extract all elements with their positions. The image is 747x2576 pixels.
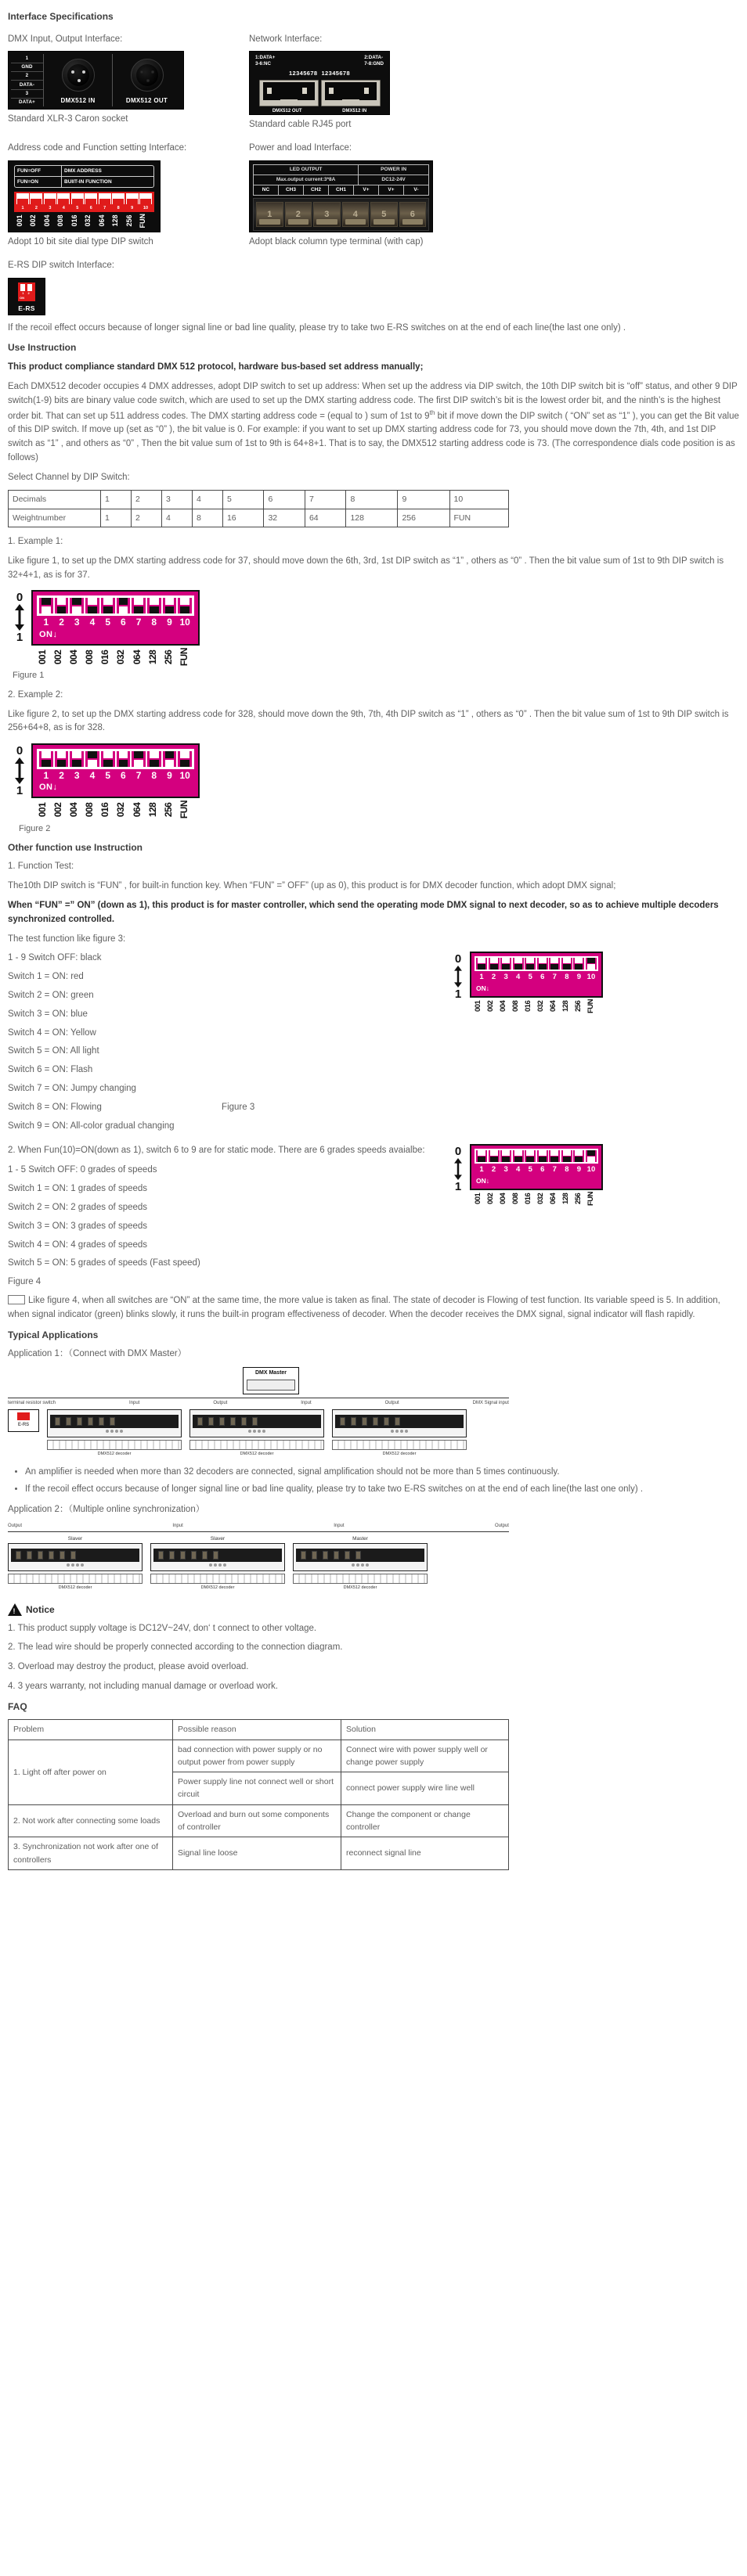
figure3-switch-4[interactable] [513, 958, 524, 970]
rj45-pin-numbers: 12345678 12345678 [288, 69, 351, 77]
output-label-b: Output [494, 1524, 509, 1529]
fun-on-key: FUN=ON [15, 177, 62, 187]
example2-title: 2. Example 2: [8, 689, 63, 700]
figure2-dip-switch[interactable] [31, 743, 200, 798]
notice-item-3: 4. 3 years warranty, not including manual damage or overload work. [8, 1682, 278, 1692]
section-title-applications: Typical Applications [8, 1329, 99, 1340]
speed-item-0: 1 - 5 Switch OFF: 0 grades of speeds [8, 1165, 157, 1175]
figure4-switch-8[interactable] [561, 1150, 572, 1162]
figure1-switch-5[interactable] [101, 598, 115, 613]
function-test-body-b: When “FUN” =” ON” (down as 1), this product is for master controller, which send the operating mode DMX signal to next decoder, so as to achieve multiple decoders synchronized controlled. [8, 900, 719, 924]
figure2-caption: Figure 2 [19, 823, 51, 833]
master-unit [293, 1535, 428, 1592]
power-column [249, 139, 562, 256]
figure1-switch-4[interactable] [85, 598, 99, 613]
faq-problem-3: 3. Synchronization not work after one of controllers [9, 1837, 173, 1870]
dmx-master-screen [247, 1380, 295, 1391]
application1-notes [8, 1466, 739, 1498]
figure3-switch-2[interactable] [489, 958, 500, 970]
warning-triangle-icon [8, 1603, 22, 1616]
figure3-switch-9[interactable] [573, 958, 584, 970]
up-down-arrow-icon [453, 966, 464, 988]
figure3-switch-1[interactable] [476, 958, 487, 970]
figure4-label-zero: 0 [454, 1145, 462, 1159]
decoder-leds-1 [50, 1430, 179, 1433]
dmx-io-label: DMX Input, Output Interface: [8, 34, 123, 44]
figure1-caption: Figure 1 [13, 670, 45, 680]
decoder-leds-2 [193, 1430, 321, 1433]
other-function-closing: Like figure 4, when all switches are “ON” at the same time, the more value is taken as final. The state of decoder is Flowing of test function. Its variable speed is 5. In addition, when signal indicator (green) blinks slowly, it runs the built-in program effectiveness of decoder. When the decoder receives the DMX signal, signal indicator will flash rapidly. [8, 1295, 720, 1319]
interface-row-address-power [8, 139, 739, 256]
rj45-photo [249, 51, 390, 115]
network-label: Network Interface: [249, 34, 323, 44]
recoil-note: If the recoil effect occurs because of longer signal line or bad line quality, please try to take two E-RS switches on at the end of each line(the last one only) . [8, 322, 626, 333]
address-column [8, 139, 243, 256]
slave-led-strip-2 [150, 1574, 285, 1584]
row-header-decimals: Decimals [9, 491, 101, 509]
application2-units [8, 1535, 509, 1592]
application1-note-0: • An amplifier is needed when more than 32 decoders are connected, signal amplification should not be more than 5 times continuously. [25, 1466, 739, 1480]
figure2-on-label: ON↓ [39, 783, 58, 793]
table-row [9, 1837, 509, 1870]
decoder-unit-2 [189, 1409, 324, 1458]
figure2-weights: 001 002 004 008 016 032 064 128 256 FUN [37, 801, 189, 819]
led-strip-1 [47, 1440, 182, 1450]
figure1-switch-9[interactable] [163, 598, 177, 613]
rj45-jack-out [259, 80, 319, 106]
decoder-label-1: DMX512 decoder [97, 1452, 132, 1457]
speed-item-5: Switch 5 = ON: 5 grades of speeds (Fast speed) [8, 1258, 200, 1268]
decoder-label-3: DMX512 decoder [382, 1452, 417, 1457]
xlr-caption: Standard XLR-3 Caron socket [8, 114, 128, 124]
decoder-terminal-bar-2 [193, 1415, 321, 1428]
figure1-dip-switch[interactable] [31, 590, 200, 645]
faq-header-solution: Solution [341, 1720, 509, 1740]
faq-reason-3: Signal line loose [173, 1837, 341, 1870]
slave-label-1: Slaver [67, 1536, 83, 1542]
figure3-switch-row[interactable] [475, 956, 598, 971]
figure2-switch-9[interactable] [163, 751, 177, 767]
up-down-arrow-icon [13, 757, 26, 784]
figure4-switch-numbers: 1 2 3 4 5 6 7 8 9 10 [479, 1165, 596, 1175]
xlr-male-ring [62, 59, 95, 92]
slave-unit-label-1: DMX512 decoder [58, 1585, 92, 1591]
figure4-label-one: 1 [454, 1180, 462, 1194]
figure4-switch-3[interactable] [500, 1150, 511, 1162]
faq-header-problem: Problem [9, 1720, 173, 1740]
xlr-pin-data-minus: DATA- [11, 81, 43, 89]
figure3 [446, 952, 603, 1013]
faq-problem-1: 1. Light off after power on [9, 1740, 173, 1804]
figure3-label-one: 1 [454, 988, 462, 1002]
speed-item-3: Switch 3 = ON: 3 grades of speeds [8, 1221, 148, 1231]
slave-terminal-bar-2 [153, 1549, 282, 1562]
figure4-switch-5[interactable] [525, 1150, 536, 1162]
figure1-switch-10[interactable] [178, 598, 192, 613]
rj45-pin-2: 2:DATA- [364, 55, 384, 61]
voltage-label: DC12-24V [381, 177, 406, 183]
section-title-faq: FAQ [8, 1700, 27, 1712]
address-setup-paragraph [8, 380, 739, 466]
figure2-switch-2[interactable] [55, 751, 69, 767]
test-item-1: Switch 1 = ON: red [8, 972, 84, 982]
figure1-label-zero: 0 [16, 591, 23, 605]
speed-item-2: Switch 2 = ON: 2 grades of speeds [8, 1202, 148, 1212]
figure4-switch-10[interactable] [586, 1150, 597, 1162]
faq-reason-1b: Power supply line not connect well or short circuit [173, 1772, 341, 1805]
xlr-pin-legend [11, 54, 44, 106]
rj45-jacks [252, 80, 387, 106]
led-strip-3 [332, 1440, 467, 1450]
slave-leds-1 [11, 1563, 139, 1567]
function-test-title: 1. Function Test: [8, 862, 74, 872]
section-title-interface-specs: Interface Specifications [8, 11, 114, 22]
decoder-unit-3 [332, 1409, 467, 1458]
dmx512-in-label: DMX512 IN [60, 97, 96, 105]
master-led-strip [293, 1574, 428, 1584]
ers-device-label: E-RS [17, 1423, 30, 1428]
figure3-switch-8[interactable] [561, 958, 572, 970]
led-output-header: LED OUTPUT [254, 165, 359, 174]
address-weight-labels: 001 002 004 008 016 032 064 128 256 FUN [16, 214, 147, 228]
example2-body: Like figure 2, to set up the DMX starting address code for 328, should move down the 9th, 7th, 4th DIP switch as “1” , others as “0” . Then the bit value sum of 1st to 9th DIP switch is 256+64+8, as is for 328. [8, 709, 729, 733]
rj45-foot-labels [252, 108, 387, 115]
para-part-d: bit if move down the DIP switch ( “ON” set as “1” ), you can get the Bit value of this DIP switch. If move up (set as “0” ), the bit value is 0. For example: if you want to set up DMX starting address code for 73, you should move down the 7th, 4th, and 1st DIP switch as “1” , and others as “0” , Then the bit value sum of 1st to 9th is 64+8+1. That is to say, the DMX512 starting address code is 73. (The correspondence dials code position is as follows) [8, 411, 739, 462]
dip-caption: Adopt 10 bit site dial type DIP switch [8, 237, 153, 247]
select-channel-title: Select Channel by DIP Switch: [8, 472, 130, 482]
power-label: Power and load Interface: [249, 143, 352, 153]
rj45-pin-1: 1:DATA+ [255, 55, 276, 61]
application2-diagram [8, 1523, 509, 1592]
figure3-intro: The test function like figure 3: [8, 934, 126, 944]
faq-problem-2: 2. Not work after connecting some loads [9, 1804, 173, 1837]
ers-name-label: E-RS [18, 304, 35, 312]
application2-port-labels [8, 1523, 509, 1530]
application1-port-labels [8, 1400, 509, 1407]
rj45-out-label: DMX512 OUT [272, 108, 302, 113]
figure3-dip-switch[interactable] [470, 952, 603, 998]
faq-header-reason: Possible reason [173, 1720, 341, 1740]
address-label: Address code and Function setting Interface: [8, 143, 187, 153]
led-strip-2 [189, 1440, 324, 1450]
test-item-8 [8, 1101, 739, 1115]
section-title-other-function: Other function use Instruction [8, 841, 143, 853]
notice-item-0: 1. This product supply voltage is DC12V~24V, don‘ t connect to other voltage. [8, 1623, 317, 1633]
faq-header-row [9, 1720, 509, 1740]
output-label-2: Output [384, 1400, 399, 1405]
power-terminal-photo [249, 160, 433, 232]
test-function-list [8, 952, 739, 1133]
figure4-on-label: ON↓ [476, 1177, 489, 1185]
faq-reason-2: Overload and burn out some components of controller [173, 1804, 341, 1837]
application1-note-1: • If the recoil effect occurs because of longer signal line or bad line quality, please try to take two E-RS switches on at the end of each line(the last one only) . [25, 1483, 739, 1497]
decoder-leds-3 [335, 1430, 464, 1433]
rj45-pin-78: 7-8:GND [364, 61, 384, 67]
ers-terminal-device [8, 1409, 39, 1432]
screw-terminal-block: 1 2 3 4 5 6 [253, 198, 429, 231]
rj45-jack-in [321, 80, 381, 106]
application1-title: Application 1：（Connect with DMX Master） [8, 1349, 187, 1359]
decoder-terminal-bar-1 [50, 1415, 179, 1428]
slave-unit-2 [150, 1535, 285, 1592]
figure1-weights: 001 002 004 008 016 032 064 128 256 FUN [37, 647, 189, 666]
figure3-label-zero: 0 [454, 952, 462, 966]
figure4-switch-6[interactable] [537, 1150, 548, 1162]
notice-item-1: 2. The lead wire should be properly connected according to the connection diagram. [8, 1642, 343, 1653]
test-item-3: Switch 3 = ON: blue [8, 1009, 88, 1019]
figure3-switch-10[interactable] [586, 958, 597, 970]
figure2-switch-7[interactable] [132, 751, 146, 767]
para-part-c: status, and other 9 DIP switch(1-9) bits are binary value code switch, which are used to set up the DMX starting address code. The first DIP switch’s bit is the lowest order bit, and the ninth’s is the highest order bit. That can set up 511 address codes. The DMX starting address code = (equal to ) sum of 1st to 9 [8, 381, 738, 421]
figure1-switch-3[interactable] [70, 598, 84, 613]
figure4-caption: Figure 4 [8, 1277, 42, 1287]
figure3-switch-3[interactable] [500, 958, 511, 970]
test-item-5: Switch 5 = ON: All light [8, 1046, 99, 1056]
section-title-use-instruction: Use Instruction [8, 342, 77, 354]
para-part-a: Each DMX512 decoder occupies 4 DMX addresses, adopt DIP switch to set up address: When set up the address via DIP switch, the 10th DIP switch bit is [8, 381, 625, 391]
dmx512-out-label: DMX512 OUT [125, 97, 168, 105]
xlr-pin-1: 1 [11, 54, 43, 63]
speed-item-1: Switch 1 = ON: 1 grades of speeds [8, 1184, 148, 1194]
row-header-weightnumber: Weightnumber [9, 509, 101, 527]
test-item-0: 1 - 9 Switch OFF: black [8, 953, 102, 963]
figure3-switch-numbers: 1 2 3 4 5 6 7 8 9 10 [479, 973, 596, 982]
xlr-pin-2: 2 [11, 72, 43, 81]
faq-solution-2: Change the component or change controller [341, 1804, 509, 1837]
ers-label: E-RS DIP switch Interface: [8, 260, 114, 270]
figure3-switch-5[interactable] [525, 958, 536, 970]
address-dip-photo [8, 160, 161, 232]
figure2-switch-1[interactable] [39, 751, 53, 767]
figure2-switch-10[interactable] [178, 751, 192, 767]
table-row-decimals: Decimals 1 2 3 4 5 6 7 8 9 10 [9, 491, 509, 509]
compliance-statement: This product compliance standard DMX 512 protocol, hardware bus-based set address manually; [8, 362, 424, 372]
figure2-label-one: 1 [16, 784, 23, 798]
up-down-arrow-icon [13, 604, 26, 631]
slave-led-strip-1 [8, 1574, 143, 1584]
dmx-io-column [8, 30, 243, 134]
figure1-switch-8[interactable] [147, 598, 161, 613]
application1-units [8, 1409, 509, 1458]
interface-row-connectors [8, 30, 739, 139]
slave-terminal-bar-1 [11, 1549, 139, 1562]
power-in-header: POWER IN [381, 167, 407, 173]
output-label-a: Output [8, 1524, 23, 1529]
dmx-master-block [243, 1367, 509, 1394]
table-row [9, 1740, 509, 1772]
figure2-switch-numbers: 1 2 3 4 5 6 7 8 9 10 [43, 770, 190, 782]
notice-header [8, 1603, 739, 1617]
input-label-1: Input [128, 1400, 140, 1405]
figure2-switch-8[interactable] [147, 751, 161, 767]
figure2-direction-legend [8, 743, 31, 797]
dmx-master-device [243, 1367, 299, 1394]
faq-solution-1b: connect power supply wire line well [341, 1772, 509, 1805]
application2-title: Application 2：（Multiple online synchronization） [8, 1505, 205, 1515]
terminal-resistor-label: terminal resistor switch [8, 1400, 56, 1405]
figure4-switch-4[interactable] [513, 1150, 524, 1162]
figure2-switch-6[interactable] [117, 751, 131, 767]
fun-off-value: DMX ADDRESS [64, 167, 102, 174]
para-part-off: “off” [626, 381, 643, 391]
figure2-switch-3[interactable] [70, 751, 84, 767]
figure1-switch-6[interactable] [117, 598, 131, 613]
para-superscript: th [429, 408, 435, 416]
slave-unit-label-2: DMX512 decoder [200, 1585, 235, 1591]
speed-intro: 2. When Fun(10)=ON(down as 1), switch 6 to 9 are for static mode. There are 6 grades speeds avaialbe: [8, 1146, 425, 1156]
figure4-switch-9[interactable] [573, 1150, 584, 1162]
dmx-signal-input-label: DMX Signal input [472, 1400, 509, 1405]
xlr-male-connector [44, 54, 113, 106]
faq-reason-1a: bad connection with power supply or no output power from power supply [173, 1740, 341, 1772]
input-label-b: Input [334, 1524, 345, 1529]
note-icon [8, 1295, 25, 1304]
figure1-switch-row[interactable] [37, 595, 194, 616]
xlr-female-ring [131, 59, 164, 92]
faq-table [8, 1719, 509, 1869]
figure2 [8, 743, 739, 818]
notice-title: Notice [26, 1603, 55, 1615]
fun-on-value: BUIIT-IN FUNCTION [64, 178, 112, 185]
fun-off-key: FUN=OFF [15, 166, 62, 176]
test-item-8-text: Switch 8 = ON: Flowing [8, 1102, 102, 1112]
up-down-arrow-icon [453, 1158, 464, 1180]
example1-body: Like figure 1, to set up the DMX starting address code for 37, should move down the 6th, 3rd, 1st DIP switch as “1” , others as “0” . Then the bit value sum of 1st to 9th DIP switch is 32+4+1, as is for 37. [8, 556, 724, 580]
input-label-2: Input [301, 1400, 312, 1405]
test-item-2: Switch 2 = ON: green [8, 990, 94, 1000]
rj45-pinout-header [252, 54, 387, 68]
fun-mode-table [14, 165, 154, 188]
rj45-caption: Standard cable RJ45 port [249, 120, 352, 130]
figure1-on-label: ON↓ [39, 629, 58, 639]
table-row [9, 1804, 509, 1837]
max-current-label: Max.output current:3*8A [254, 175, 359, 185]
table-row-weights: Weightnumber 1 2 4 8 16 32 64 128 256 FUN [9, 509, 509, 527]
application1-diagram [8, 1367, 509, 1458]
figure2-switch-row[interactable] [37, 749, 194, 769]
master-label: Master [352, 1536, 368, 1542]
figure1-switch-2[interactable] [55, 598, 69, 613]
faq-solution-3: reconnect signal line [341, 1837, 509, 1870]
xlr-connector-photo [8, 51, 184, 110]
xlr-pin-gnd: GND [11, 63, 43, 72]
test-item-7: Switch 7 = ON: Jumpy changing [8, 1084, 136, 1094]
speed-grade-list [8, 1164, 739, 1271]
terminal-legend [253, 164, 429, 196]
figure3-weights: 001 002 004 008 016 032 064 128 256 FUN [474, 999, 595, 1014]
speed-item-4: Switch 4 = ON: 4 grades of speeds [8, 1239, 148, 1250]
notice-item-2: 3. Overload may destroy the product, please avoid overload. [8, 1662, 249, 1672]
slave-unit-1 [8, 1535, 143, 1592]
ers-switch-numbers: 1 2 [22, 291, 31, 296]
figure4-switch-1[interactable] [476, 1150, 487, 1162]
figure1-switch-1[interactable] [39, 598, 53, 613]
terminal-pin-names: NC CH3 CH2 CH1 V+ V+ V- [254, 185, 428, 195]
figure2-label-zero: 0 [16, 744, 23, 758]
ers-on-label: ON [20, 296, 24, 300]
master-terminal-bar [296, 1549, 424, 1562]
speed-block [8, 1144, 739, 1290]
figure2-switch-4[interactable] [85, 751, 99, 767]
figure4-dip-switch[interactable] [470, 1144, 603, 1190]
test-item-9: Switch 9 = ON: All-color gradual changing [8, 1121, 175, 1131]
master-leds [296, 1563, 424, 1567]
example1-title: 1. Example 1: [8, 536, 63, 546]
decoder-terminal-bar-3 [335, 1415, 464, 1428]
figure3-direction-legend [446, 952, 470, 1000]
decoder-unit-1 [47, 1409, 182, 1458]
figure1-direction-legend [8, 590, 31, 643]
slave-label-2: Slaver [210, 1536, 226, 1542]
test-item-6: Switch 6 = ON: Flash [8, 1065, 93, 1075]
figure1-label-one: 1 [16, 631, 23, 645]
function-test-body-a: The10th DIP switch is “FUN” , for built-in function key. When “FUN” =” OFF” (up as 0), this product is for DMX decoder function, which adopt DMX signal; [8, 881, 616, 891]
figure1-switch-7[interactable] [132, 598, 146, 613]
figure3-block [8, 952, 739, 1133]
figure4-switch-2[interactable] [489, 1150, 500, 1162]
figure4-switch-row[interactable] [475, 1149, 598, 1164]
figure2-switch-5[interactable] [101, 751, 115, 767]
figure4-weights: 001 002 004 008 016 032 064 128 256 FUN [474, 1192, 595, 1207]
dmx-master-label: DMX Master [254, 1370, 287, 1376]
address-dip-switch-strip[interactable] [14, 192, 154, 212]
figure4 [446, 1144, 603, 1206]
output-label-1: Output [213, 1400, 228, 1405]
input-label-a: Input [172, 1524, 183, 1529]
figure3-on-label: ON↓ [476, 984, 489, 993]
slave-leds-2 [153, 1563, 282, 1567]
ers-switch-body[interactable] [18, 282, 35, 301]
xlr-female-connector [113, 54, 181, 106]
xlr-pin-data-plus: DATA+ [19, 99, 35, 106]
master-unit-label: DMX512 decoder [343, 1585, 377, 1591]
figure4-switch-7[interactable] [549, 1150, 560, 1162]
ers-dip-photo [8, 278, 45, 315]
figure1-switch-numbers: 1 2 3 4 5 6 7 8 9 10 [43, 617, 190, 628]
figure3-switch-6[interactable] [537, 958, 548, 970]
terminal-caption: Adopt black column type terminal (with cap) [249, 237, 424, 247]
dip-weight-table [8, 490, 509, 527]
decoder-label-2: DMX512 decoder [240, 1452, 274, 1457]
test-item-4: Switch 4 = ON: Yellow [8, 1027, 96, 1038]
figure3-switch-7[interactable] [549, 958, 560, 970]
rj45-in-label: DMX512 IN [342, 108, 367, 113]
faq-solution-1a: Connect wire with power supply well or change power supply [341, 1740, 509, 1772]
figure1 [8, 590, 739, 665]
network-column [249, 30, 562, 139]
figure3-caption: Figure 3 [222, 1102, 255, 1112]
address-dip-numbers: 1 2 3 4 5 6 7 8 9 10 [21, 205, 149, 210]
xlr-pin-3: 3 [11, 90, 43, 99]
figure4-direction-legend [446, 1144, 470, 1193]
rj45-pin-36: 3-6:NC [255, 61, 271, 67]
